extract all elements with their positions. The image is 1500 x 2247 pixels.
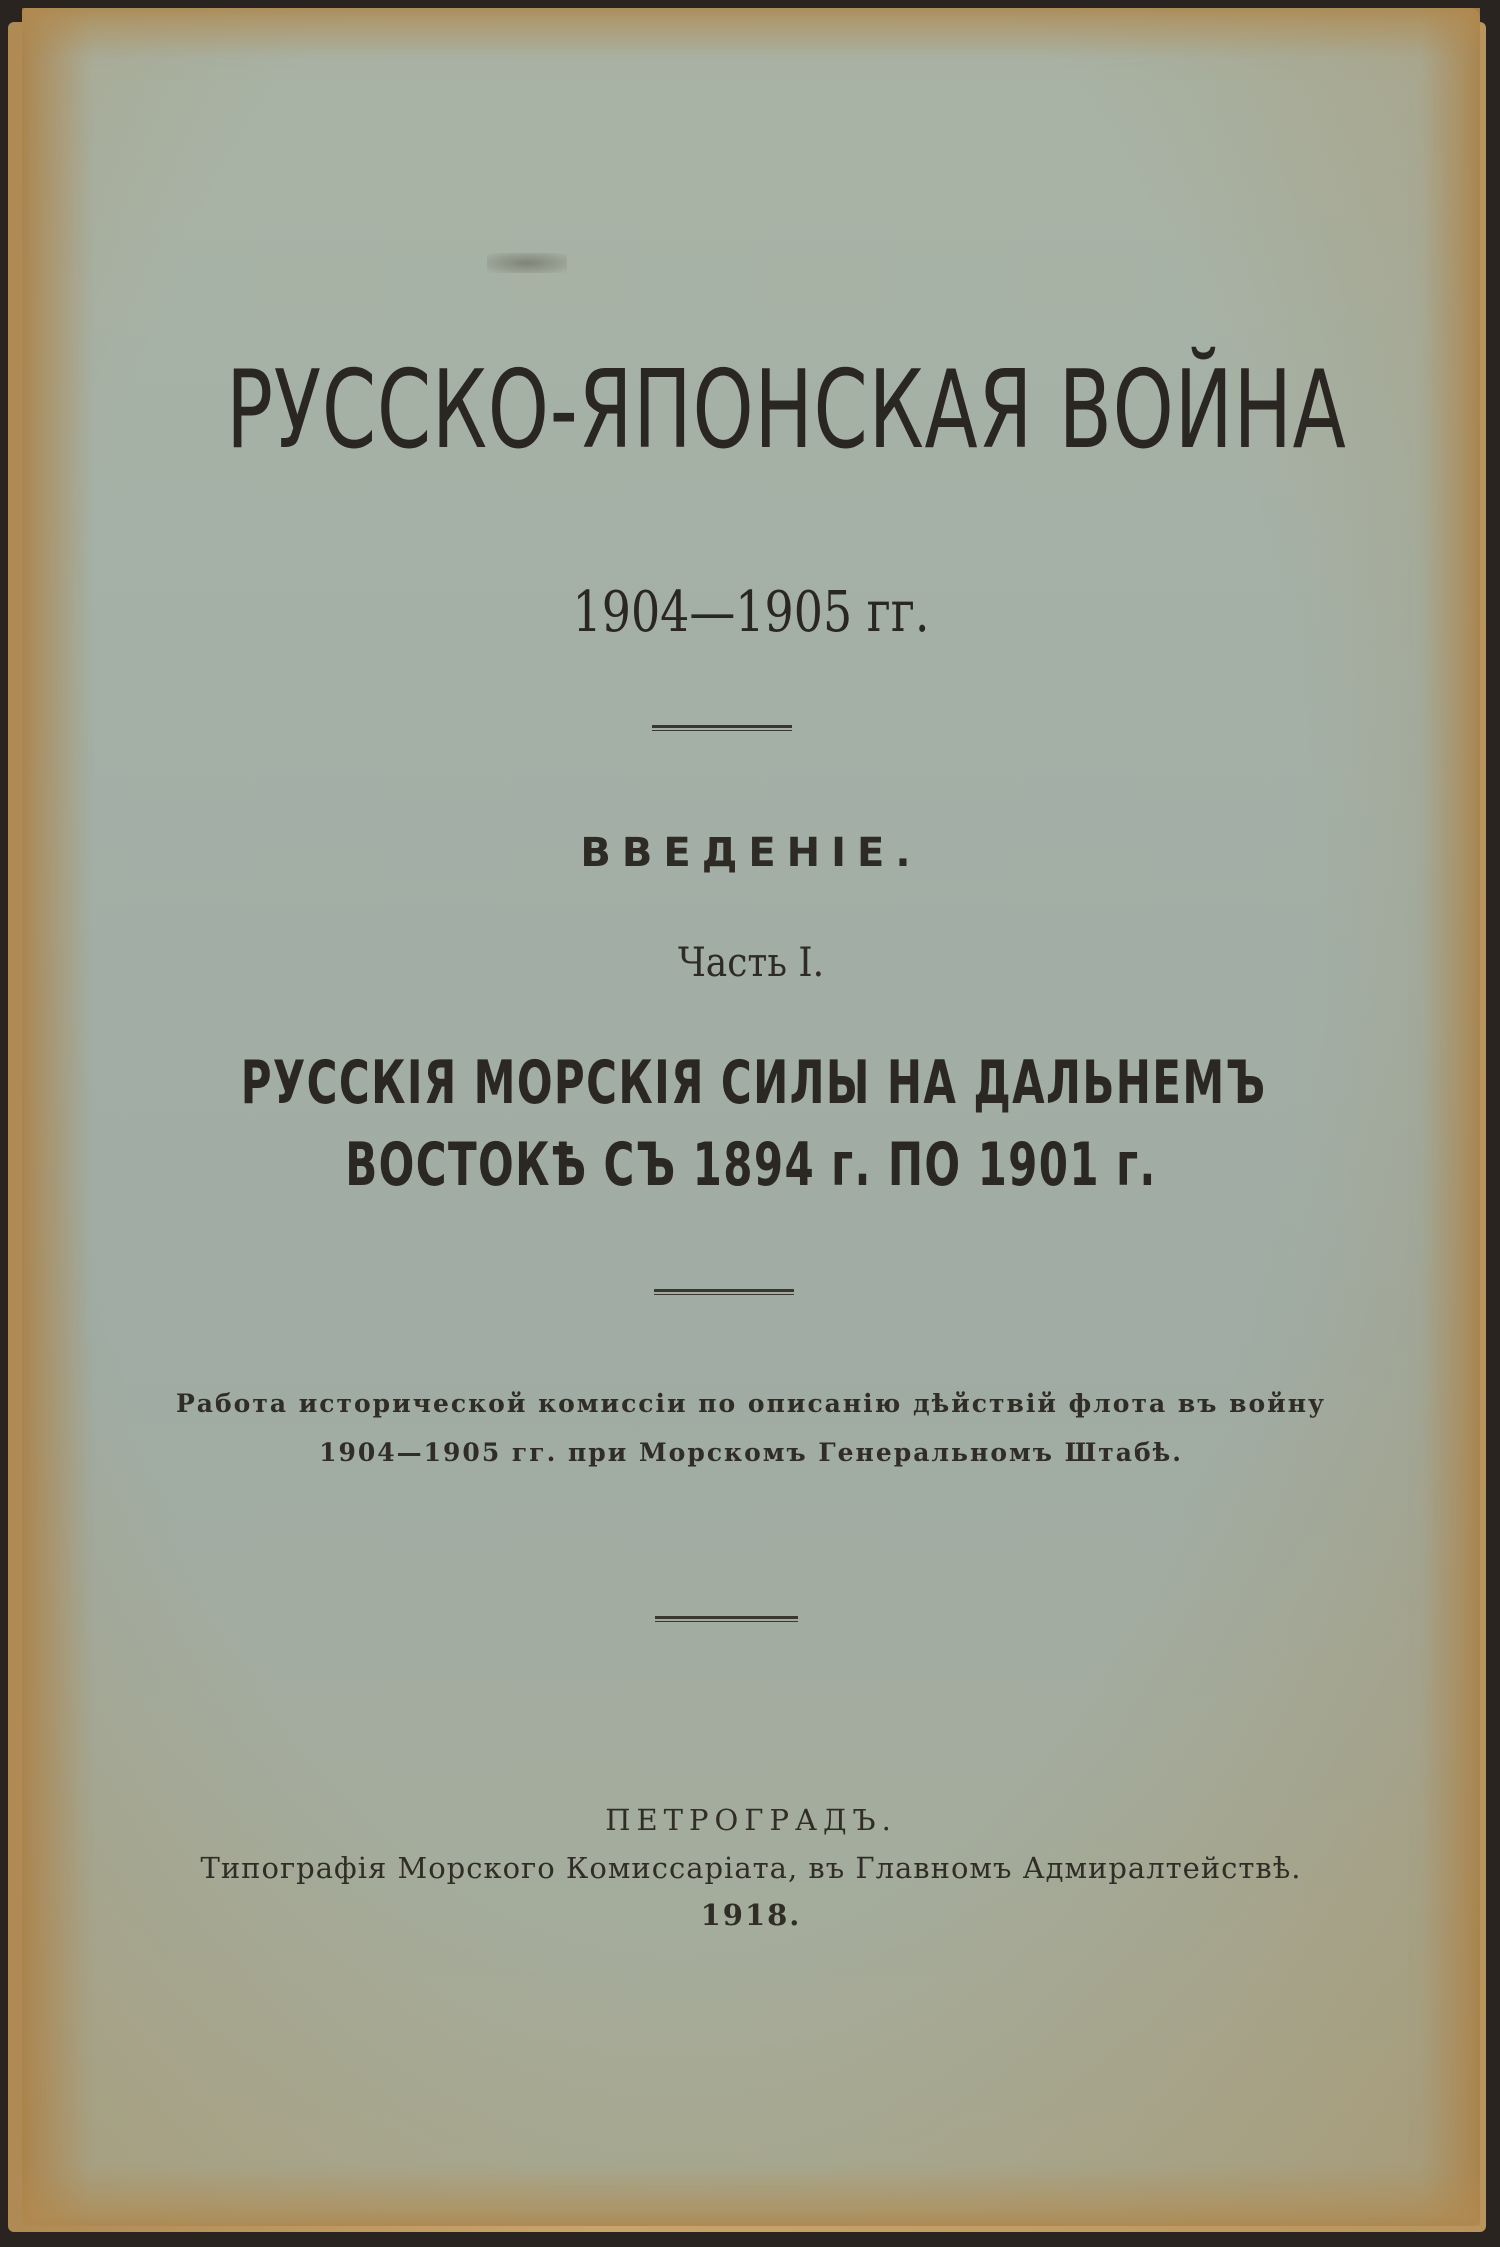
section-heading: ВВЕДЕНІЕ. [580,830,922,876]
right-edge-stain [1420,8,1480,2226]
part-label: Часть I. [677,940,825,986]
imprint-city: ПЕТРОГРАДЪ. [605,1803,897,1837]
main-title: РУССКО-ЯПОНСКАЯ ВОЙНА [226,348,1347,473]
subtitle-line-2: ВОСТОКѢ СЪ 1894 г. ПО 1901 г. [345,1130,1157,1200]
divider-rule [652,725,792,731]
divider-rule [655,1616,798,1622]
ink-smudge [487,253,567,273]
imprint-printer: Типографія Морского Комиссаріата, въ Главномъ Адмиралтействѣ. [200,1851,1302,1885]
title-years: 1904—1905 гг. [572,580,930,645]
imprint-year: 1918. [700,1898,802,1932]
top-edge-stain [22,8,1480,58]
bottom-edge-stain [22,2166,1480,2226]
cover-sheet [22,8,1480,2226]
author-note-line-1: Работа исторической комиссіи по описанію дѣйствій флота въ войну [175,1389,1326,1418]
divider-rule [654,1289,794,1295]
author-note-line-2: 1904—1905 гг. при Морскомъ Генеральномъ Штабѣ. [319,1438,1183,1467]
left-edge-stain [22,8,92,2226]
subtitle-line-1: РУССКІЯ МОРСКІЯ СИЛЫ НА ДАЛЬНЕМЪ [240,1048,1267,1118]
